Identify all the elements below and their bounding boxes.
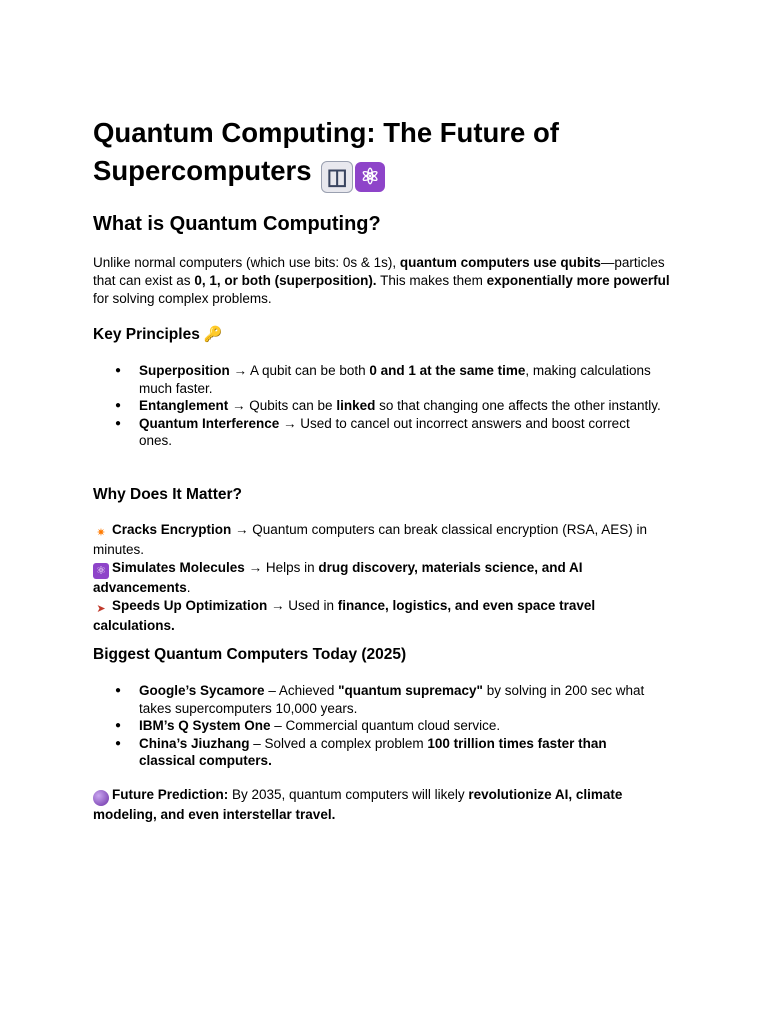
principles-list (115, 362, 665, 450)
list-item (115, 362, 665, 397)
item-text: – Achieved (264, 683, 339, 698)
item-term: Superposition (139, 363, 230, 378)
matter-l2-end: . (186, 580, 191, 595)
intro-paragraph (93, 254, 673, 308)
item-text: → Qubits can be (228, 398, 337, 413)
matter-l1-bold: Cracks Encryption (112, 522, 232, 537)
section-heading-key-principles (93, 325, 223, 345)
matter-l1-text: → Quantum computers can break classical encryption (RSA, AES) in minutes. (93, 522, 647, 557)
matter-l2-bold-2: drug discovery, materials science, and AI advancements (93, 560, 583, 595)
list-item (115, 397, 665, 415)
item-bold: "quantum supremacy" (338, 683, 483, 698)
item-text: → A qubit can be both (229, 363, 370, 378)
key-principles-label: Key Principles (93, 326, 200, 343)
atom-icon: ⚛ (355, 162, 385, 192)
list-item (115, 682, 665, 717)
intro-text-3: This makes them (376, 273, 487, 288)
key-icon: 🔑 (203, 326, 223, 343)
item-term: Google’s Sycamore (139, 683, 265, 698)
intro-text-2: —particles that can exist as (93, 255, 665, 288)
matter-l2-text: → Helps in (244, 560, 319, 575)
item-text-end: so that changing one affects the other instantly. (375, 398, 661, 413)
prediction-label: Future Prediction: (112, 787, 229, 802)
matter-l3-text: → Used in (267, 598, 338, 613)
item-bold: linked (336, 398, 376, 413)
item-term: IBM’s Q System One (139, 718, 271, 733)
intro-text-1: Unlike normal computers (which use bits: 0s & 1s), (93, 255, 400, 270)
matter-l2-bold: Simulates Molecules (112, 560, 245, 575)
matter-l3-bold-2: finance, logistics, and even space travel calculations. (93, 598, 596, 633)
item-text-end: , making calculations much faster. (139, 363, 651, 396)
explosion-icon: ✷ (96, 527, 106, 539)
crystal-ball-icon (93, 790, 109, 806)
prediction-bold: revolutionize AI, climate modeling, and even interstellar travel. (93, 787, 623, 822)
intro-bold-2: 0, 1, or both (superposition). (194, 273, 377, 288)
item-term: Quantum Interference (139, 415, 280, 431)
item-term: Entanglement (139, 398, 229, 413)
page-title (93, 114, 683, 193)
section-heading-why-matter: Why Does It Matter? (93, 486, 242, 503)
title-text: Quantum Computing: The Future of Supercomputers (93, 117, 559, 186)
section-heading-what-is: What is Quantum Computing? (93, 213, 381, 235)
item-bold: 100 trillion times faster than classical computers. (139, 735, 607, 768)
matter-paragraph (93, 521, 673, 635)
intro-bold-3: exponentially more powerful (486, 273, 670, 288)
item-text: → Used to cancel out incorrect answers and boost correct ones. (139, 415, 630, 448)
item-term: China’s Jiuzhang (139, 735, 250, 751)
list-item (115, 735, 665, 770)
list-item (115, 415, 665, 450)
computer-icon: ◫ (321, 161, 353, 193)
intro-text-4: for solving complex problems. (93, 291, 272, 306)
intro-bold-1: quantum computers use qubits (399, 255, 601, 270)
item-text: – Commercial quantum cloud service. (270, 718, 501, 733)
prediction-paragraph (93, 786, 673, 824)
list-item (115, 717, 665, 735)
atom-icon-small: ⚛ (93, 563, 109, 579)
prediction-text: By 2035, quantum computers will likely (228, 787, 469, 802)
biggest-list (115, 682, 665, 770)
section-heading-biggest: Biggest Quantum Computers Today (2025) (93, 646, 407, 663)
item-text: – Solved a complex problem (249, 735, 428, 751)
item-bold: 0 and 1 at the same time (369, 363, 526, 378)
matter-l3-bold: Speeds Up Optimization (112, 598, 268, 613)
item-text-end: by solving in 200 sec what takes supercomputers 10,000 years. (139, 683, 645, 716)
rocket-icon: ➤ (96, 603, 106, 615)
